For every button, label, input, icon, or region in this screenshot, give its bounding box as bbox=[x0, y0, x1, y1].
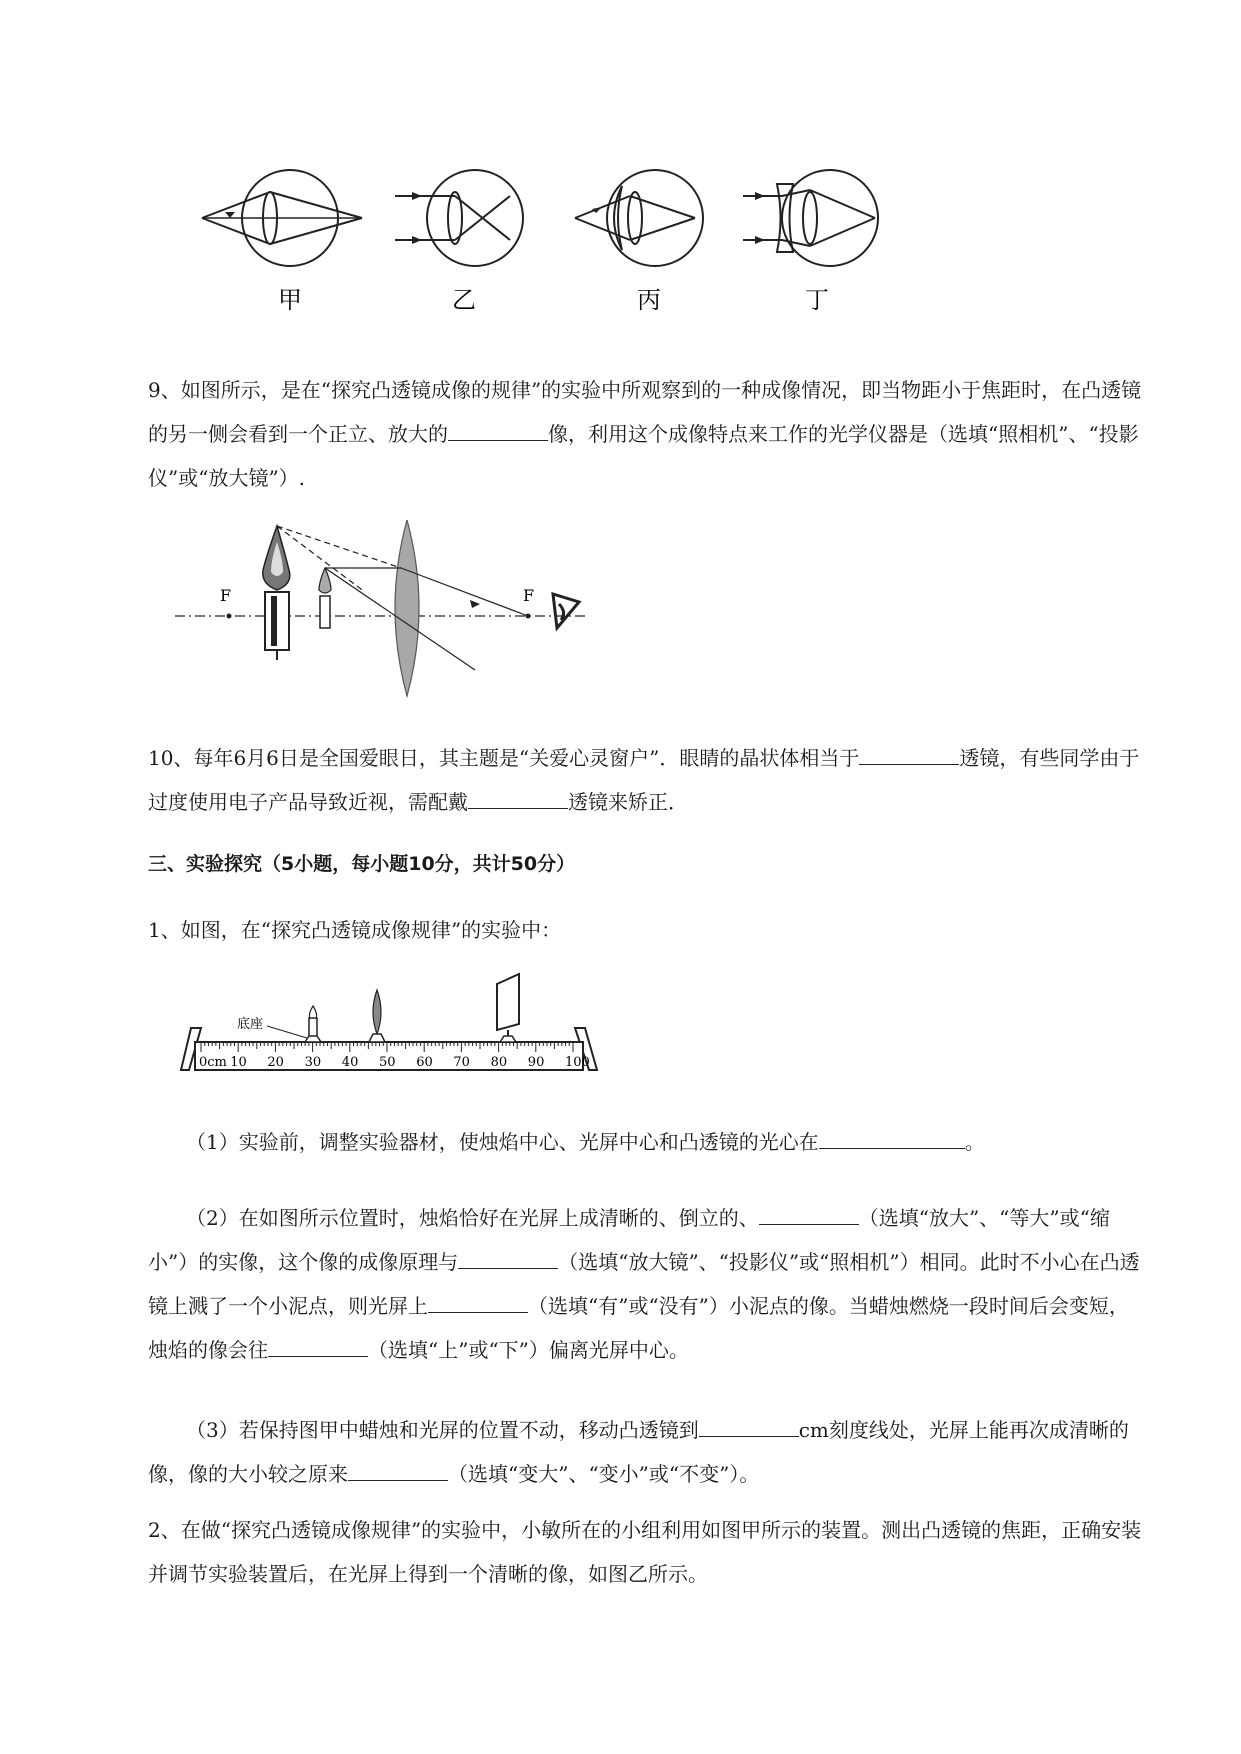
eye-diagram-jia bbox=[202, 170, 362, 266]
ruler-tick-label: 100 bbox=[565, 1055, 590, 1070]
experiment-2: 2、在做“探究凸透镜成像规律”的实验中，小敏所在的小组利用如图甲所示的装置。测出凸透镜的焦距，正确安装并调节实验装置后，在光屏上得到一个清晰的像，如图乙所示。 bbox=[148, 1518, 1142, 1586]
question-9: 9、如图所示，是在“探究凸透镜成像的规律”的实验中所观察到的一种成像情况，即当物距小于焦距时，在凸透镜的另一侧会看到一个正立、放大的 像，利用这个成像特点来工作的光学仪器是（选填“照相机”、“投影仪”或“放大镜”）. bbox=[148, 378, 1142, 490]
eye-label-yi: 乙 bbox=[452, 286, 476, 314]
eye-diagram-bing bbox=[575, 170, 703, 266]
e1-blank-4[interactable] bbox=[428, 1292, 528, 1313]
ruler-tick-label: 0cm bbox=[199, 1055, 227, 1070]
e1-blank-7[interactable] bbox=[348, 1460, 448, 1481]
eye-icon bbox=[553, 594, 579, 628]
experiment-1-part-2: （2）在如图所示位置时，烛焰恰好在光屏上成清晰的、倒立的、 （选填“放大”、“等大”或“缩小”）的实像，这个像的成像原理与 （选填“放大镜”、“投影仪”或“照相机”）相同。此时不小心在凸透镜上溅了一个小泥点，则光屏上 （选填“有”或“没有”）小泥点的像。当蜡烛燃烧一段时间后会变短，烛焰的像会往 （选填“上”或“下”）偏离光屏中心。 bbox=[148, 1206, 1140, 1362]
e1-blank-5[interactable] bbox=[268, 1336, 368, 1357]
e1-blank-6[interactable] bbox=[699, 1416, 799, 1437]
base-label: 底座 bbox=[237, 1017, 264, 1032]
ruler-tick-label: 80 bbox=[490, 1055, 508, 1070]
optical-bench-figure bbox=[175, 970, 615, 1090]
question-10: 10、每年6月6日是全国爱眼日，其主题是“关爱心灵窗户”．眼睛的晶状体相当于 透镜，有些同学由于过度使用电子产品导致近视，需配戴 透镜来矫正． bbox=[148, 746, 1140, 814]
e1-blank-2[interactable] bbox=[759, 1204, 859, 1225]
ruler-tick-label: 40 bbox=[341, 1055, 359, 1070]
q10-blank-1[interactable] bbox=[859, 744, 959, 765]
ruler-tick-label: 50 bbox=[379, 1055, 396, 1070]
convex-lens-figure bbox=[175, 520, 615, 700]
e1-blank-3[interactable] bbox=[458, 1248, 558, 1269]
large-candle-image bbox=[263, 526, 290, 660]
eye-diagram-ding bbox=[743, 170, 878, 266]
focus-label-left: F bbox=[220, 586, 232, 605]
experiment-1-part-1: （1）实验前，调整实验器材，使烛焰中心、光屏中心和凸透镜的光心在 。 bbox=[186, 1130, 985, 1154]
eye-label-ding: 丁 bbox=[805, 286, 829, 314]
candle-on-bench bbox=[305, 1006, 321, 1042]
ruler-tick-label: 60 bbox=[416, 1055, 433, 1070]
eye-label-jia: 甲 bbox=[278, 286, 302, 314]
convex-lens bbox=[395, 520, 419, 696]
eye-label-bing: 丙 bbox=[637, 286, 661, 314]
ruler-tick-label: 90 bbox=[527, 1055, 545, 1070]
ruler-tick-label: 20 bbox=[267, 1055, 284, 1070]
ruler-tick-label: 30 bbox=[304, 1055, 322, 1070]
experiment-1-intro: 1、如图，在“探究凸透镜成像规律”的实验中： bbox=[148, 918, 562, 942]
ruler-tick-label: 70 bbox=[453, 1055, 470, 1070]
section-3-title: 三、实验探究（5小题，每小题10分，共计50分） bbox=[148, 853, 576, 875]
experiment-1-part-3: （3）若保持图甲中蜡烛和光屏的位置不动，移动凸透镜到 cm刻度线处，光屏上能再次成清晰的像，像的大小较之原来 （选填“变大”、“变小”或“不变”）。 bbox=[148, 1418, 1129, 1486]
screen-on-bench bbox=[497, 974, 519, 1042]
e1-blank-1[interactable] bbox=[819, 1128, 965, 1149]
lens-on-bench bbox=[369, 990, 385, 1042]
q10-blank-2[interactable] bbox=[468, 788, 568, 809]
eye-diagram-yi bbox=[395, 170, 523, 266]
small-candle-object bbox=[319, 568, 331, 628]
eye-diagrams-figure bbox=[190, 160, 910, 340]
q9-blank-1[interactable] bbox=[448, 420, 548, 441]
ruler-tick-label: 10 bbox=[230, 1055, 247, 1070]
focus-label-right: F bbox=[523, 586, 535, 605]
